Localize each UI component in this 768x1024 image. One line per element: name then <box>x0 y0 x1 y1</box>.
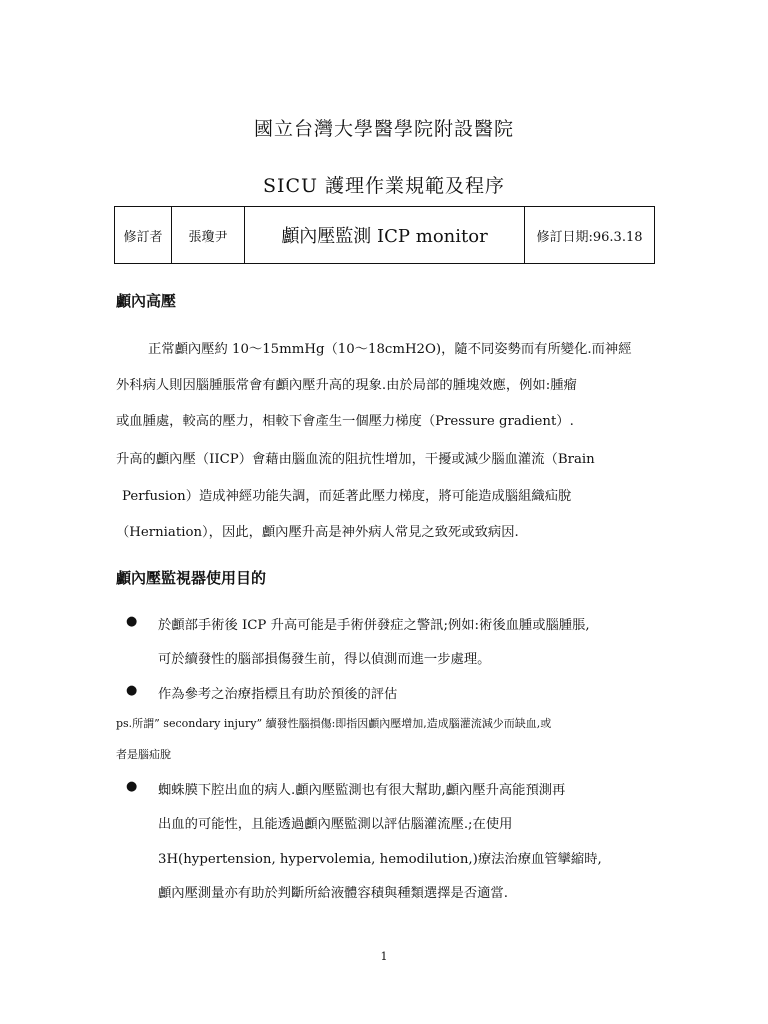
section-heading-icp-purpose: 顱內壓監視器使用目的 <box>116 569 267 587</box>
paragraph-line: （Herniation），因此，顱內壓升高是神外病人常見之致死或致病因. <box>116 525 519 540</box>
reviser-label: 修訂者 <box>115 207 172 264</box>
paragraph-line: 正常顱內壓約 10～15mmHg（10～18cmH2O)，隨不同姿勢而有所變化.而神經 <box>148 342 632 357</box>
bullet-text: 顱內壓測量亦有助於判斷所給液體容積與種類選擇是否適當. <box>158 886 508 901</box>
revision-table <box>114 206 655 264</box>
paragraph-line: 外科病人則因腦腫脹常會有顱內壓升高的現象.由於局部的腫塊效應，例如:腫瘤 <box>116 378 577 393</box>
bullet-icon: ● <box>126 779 138 794</box>
bullet-text: 蜘蛛膜下腔出血的病人.顱內壓監測也有很大幫助,顱內壓升高能預測再 <box>158 783 566 798</box>
bullet-icon: ● <box>126 614 138 629</box>
paragraph-line: 或血腫處，較高的壓力，相較下會產生一個壓力梯度（Pressure gradient）. <box>116 414 574 429</box>
page-number: 1 <box>380 950 388 963</box>
paragraph-line: 升高的顱內壓（IICP）會藉由腦血流的阻抗性增加，干擾或減少腦血灌流（Brain <box>116 452 595 467</box>
doc-title: SICU 護理作業規範及程序 <box>262 175 506 197</box>
paragraph-line: Perfusion）造成神經功能失調，而延著此壓力梯度，將可能造成腦組織疝脫 <box>122 489 572 504</box>
bullet-text: 作為參考之治療指標且有助於預後的評估 <box>158 687 398 702</box>
topic-title: 顱內壓監測 ICP monitor <box>245 207 525 264</box>
bullet-text: 於顱部手術後 ICP 升高可能是手術併發症之警訊;例如:術後血腫或腦腫脹, <box>158 618 590 633</box>
org-title: 國立台灣大學醫學院附設醫院 <box>253 118 514 140</box>
bullet-text: 出血的可能性，且能透過顱內壓監測以評估腦灌流壓.;在使用 <box>158 817 513 832</box>
section-heading-intracranial-hypertension: 顱內高壓 <box>116 292 177 310</box>
bullet-icon: ● <box>126 683 138 698</box>
note-line: 者是腦疝脫 <box>116 748 171 761</box>
bullet-text: 可於續發性的腦部損傷發生前，得以偵測而進一步處理。 <box>158 652 491 667</box>
revision-date: 修訂日期:96.3.18 <box>525 207 655 264</box>
reviser-name: 張瓊尹 <box>172 207 245 264</box>
note-line: ps.所謂” secondary injury” 續發性腦損傷:即指因顱內壓增加,造成腦灌流減少而缺血,或 <box>116 717 552 730</box>
bullet-text: 3H(hypertension, hypervolemia, hemodilution,)療法治療血管攣縮時, <box>158 852 602 867</box>
